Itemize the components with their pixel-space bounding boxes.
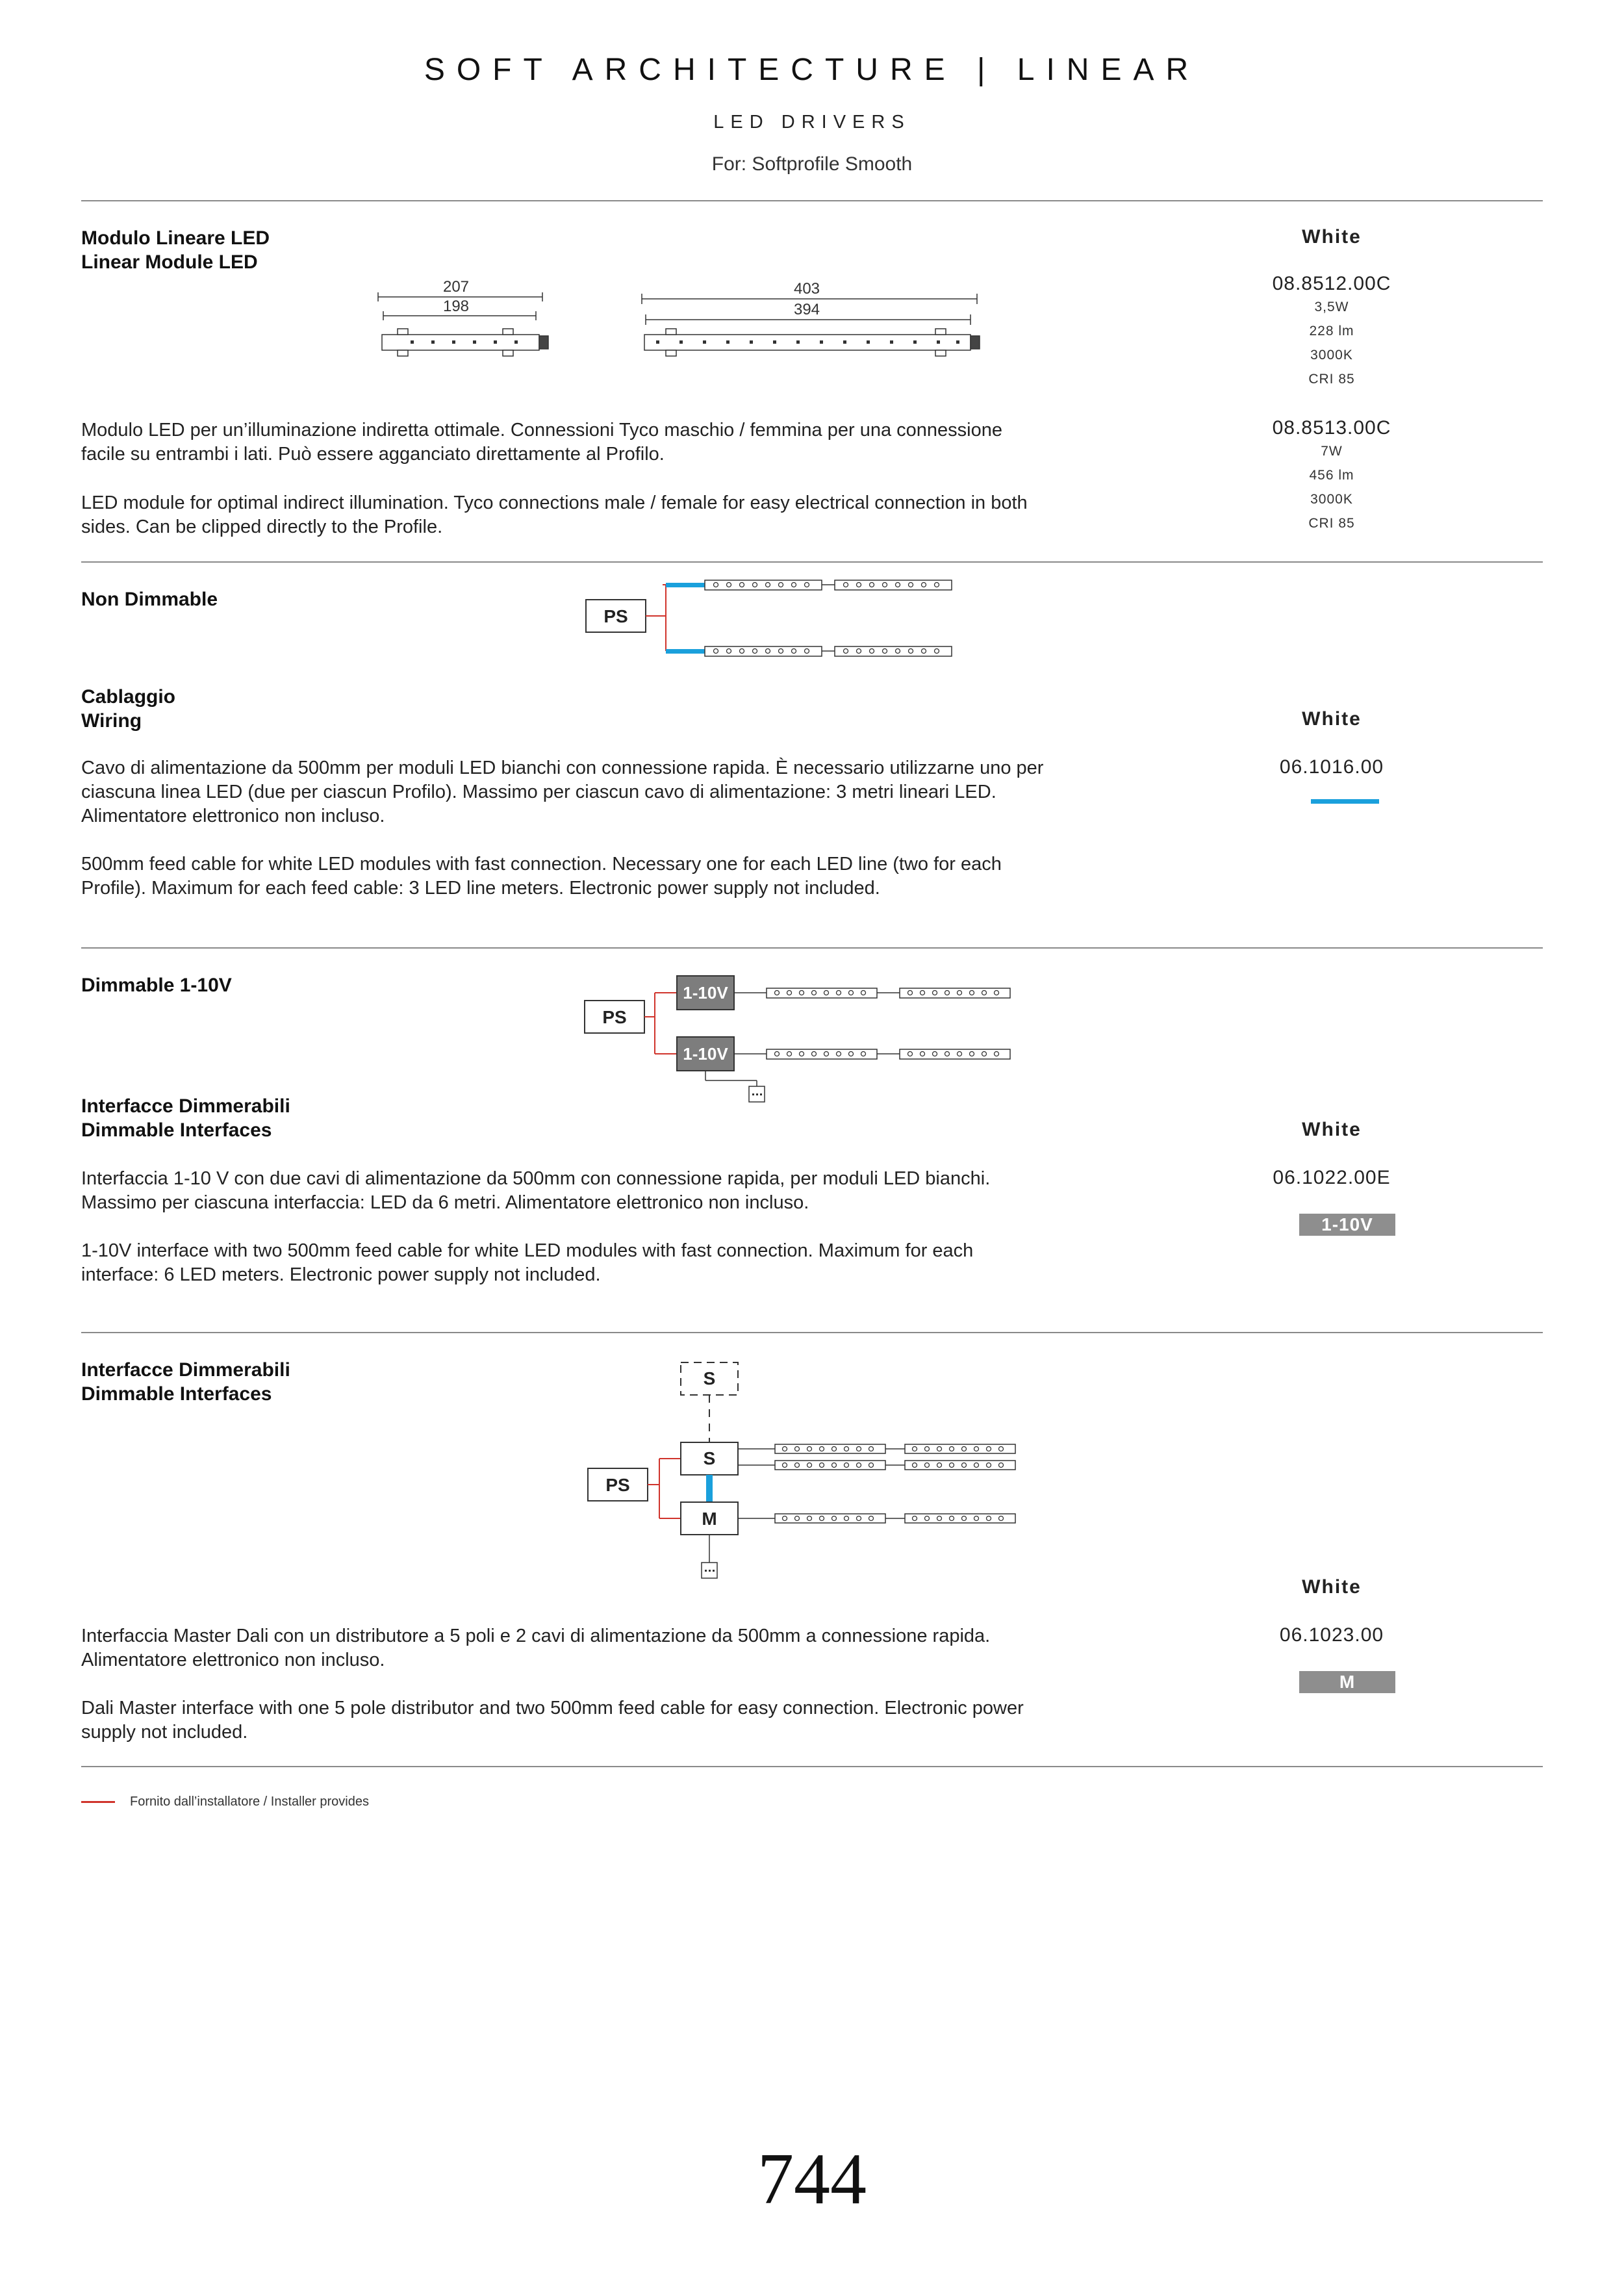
interface-label: 1-10V bbox=[683, 983, 728, 1003]
module-color-label: White bbox=[1302, 226, 1362, 248]
installer-legend-line bbox=[81, 1801, 115, 1803]
module-variant-2 bbox=[1234, 417, 1429, 535]
master-badge: M bbox=[1299, 1671, 1395, 1693]
module-variant-1 bbox=[1234, 273, 1429, 391]
feed-cable-swatch bbox=[1311, 799, 1379, 804]
page-title: SOFT ARCHITECTURE | LINEAR bbox=[424, 53, 1200, 87]
dimmable-heading: Dimmable 1-10V bbox=[81, 975, 232, 996]
variant-spec: CRI 85 bbox=[1308, 516, 1355, 531]
wiring-heading-it: Cablaggio bbox=[81, 686, 176, 708]
interfaces-code: 06.1022.00E bbox=[1273, 1167, 1391, 1188]
dali-wiring-diagram bbox=[578, 1355, 1033, 1595]
variant-code: 08.8512.00C bbox=[1272, 273, 1391, 294]
module-description-it: Modulo LED per un’illuminazione indiretta ottimale. Connessioni Tyco maschio / femmina per una connessione facile su entrambi i lati. Può essere agganciato direttamente al Profilo. bbox=[81, 420, 1002, 465]
variant-spec: 456 lm bbox=[1309, 468, 1354, 483]
interfaces-heading bbox=[81, 1094, 290, 1142]
variant-spec: 3000K bbox=[1310, 348, 1353, 363]
dali-heading-it: Interfacce Dimmerabili bbox=[81, 1359, 290, 1381]
divider bbox=[81, 200, 1543, 201]
divider bbox=[81, 1332, 1543, 1333]
wiring-heading-en: Wiring bbox=[81, 710, 142, 732]
variant-spec: 3000K bbox=[1310, 492, 1353, 507]
divider bbox=[81, 1766, 1543, 1767]
wiring-description-en: 500mm feed cable for white LED modules with fast connection. Necessary one for each LED line (two for each Profile). Maximum for each feed cable: 3 LED line meters. Electronic power supply not included. bbox=[81, 854, 1002, 899]
dali-description-en: Dali Master interface with one 5 pole distributor and two 500mm feed cable for easy connection. Electronic power supply not included. bbox=[81, 1698, 1024, 1743]
dim-long-inner: 394 bbox=[793, 301, 820, 318]
non-dimmable-wiring-diagram bbox=[578, 572, 968, 676]
ps-label: PS bbox=[603, 606, 628, 626]
dali-color-label: White bbox=[1302, 1576, 1362, 1598]
wiring-description-it: Cavo di alimentazione da 500mm per moduli LED bianchi con connessione rapida. È necessario utilizzarne uno per ciascuna linea LED (due per ciascun Profilo). Massimo per ciascun cavo di alimentazione: 3 metri lineari LED. Alimentatore elettronico non incluso. bbox=[81, 758, 1044, 826]
variant-spec: 3,5W bbox=[1314, 300, 1349, 314]
wiring-code: 06.1016.00 bbox=[1279, 756, 1384, 778]
wiring-color-label: White bbox=[1302, 708, 1362, 730]
page-subtitle: LED DRIVERS bbox=[713, 112, 911, 133]
slave-label: S bbox=[703, 1448, 716, 1468]
for-line: For: Softprofile Smooth bbox=[711, 153, 913, 175]
interfaces-heading-en: Dimmable Interfaces bbox=[81, 1119, 272, 1141]
interface-badge: 1-10V bbox=[1299, 1214, 1395, 1236]
dali-description-it: Interfaccia Master Dali con un distributore a 5 poli e 2 cavi di alimentazione da 500mm a connessione rapida. Alimentatore elettronico non incluso. bbox=[81, 1626, 991, 1670]
dimmable-wiring-diagram bbox=[578, 962, 1033, 1118]
slave-label: S bbox=[703, 1368, 716, 1388]
page-number: 744 bbox=[757, 2139, 867, 2219]
non-dimmable-heading: Non Dimmable bbox=[81, 589, 218, 610]
variant-spec: 7W bbox=[1321, 444, 1343, 459]
installer-legend-text: Fornito dall’installatore / Installer provides bbox=[130, 1795, 369, 1809]
interfaces-description-en: 1-10V interface with two 500mm feed cable for white LED modules with fast connection. Maximum for each interface: 6 LED meters. Electronic power supply not included. bbox=[81, 1240, 974, 1285]
interfaces-description-it: Interfaccia 1-10 V con due cavi di alimentazione da 500mm con connessione rapida, per moduli LED bianchi. Massimo per ciascuna interfaccia: LED da 6 metri. Alimentatore elettronico non incluso. bbox=[81, 1168, 991, 1213]
module-dimension-drawing bbox=[364, 273, 1013, 370]
interfaces-heading-it: Interfacce Dimmerabili bbox=[81, 1095, 290, 1117]
dim-short-inner: 198 bbox=[442, 298, 470, 315]
interface-label: 1-10V bbox=[683, 1044, 728, 1064]
module-description-en: LED module for optimal indirect illumination. Tyco connections male / female for easy electrical connection in both sides. Can be clipped directly to the Profile. bbox=[81, 492, 1028, 537]
variant-spec: 228 lm bbox=[1309, 324, 1354, 339]
module-heading-it: Modulo Lineare LED bbox=[81, 227, 270, 249]
dim-long-outer: 403 bbox=[793, 280, 820, 298]
ps-label: PS bbox=[605, 1475, 630, 1495]
dali-code: 06.1023.00 bbox=[1279, 1624, 1384, 1646]
variant-spec: CRI 85 bbox=[1308, 372, 1355, 387]
divider bbox=[81, 947, 1543, 949]
interfaces-color-label: White bbox=[1302, 1119, 1362, 1140]
divider bbox=[81, 561, 1543, 563]
module-heading-en: Linear Module LED bbox=[81, 251, 258, 273]
dali-heading-en: Dimmable Interfaces bbox=[81, 1383, 272, 1405]
module-heading bbox=[81, 226, 270, 274]
dim-short-outer: 207 bbox=[442, 278, 470, 296]
master-label: M bbox=[702, 1509, 717, 1529]
wiring-heading bbox=[81, 685, 175, 733]
dali-heading bbox=[81, 1358, 290, 1406]
variant-code: 08.8513.00C bbox=[1272, 417, 1391, 439]
ps-label: PS bbox=[602, 1007, 627, 1027]
